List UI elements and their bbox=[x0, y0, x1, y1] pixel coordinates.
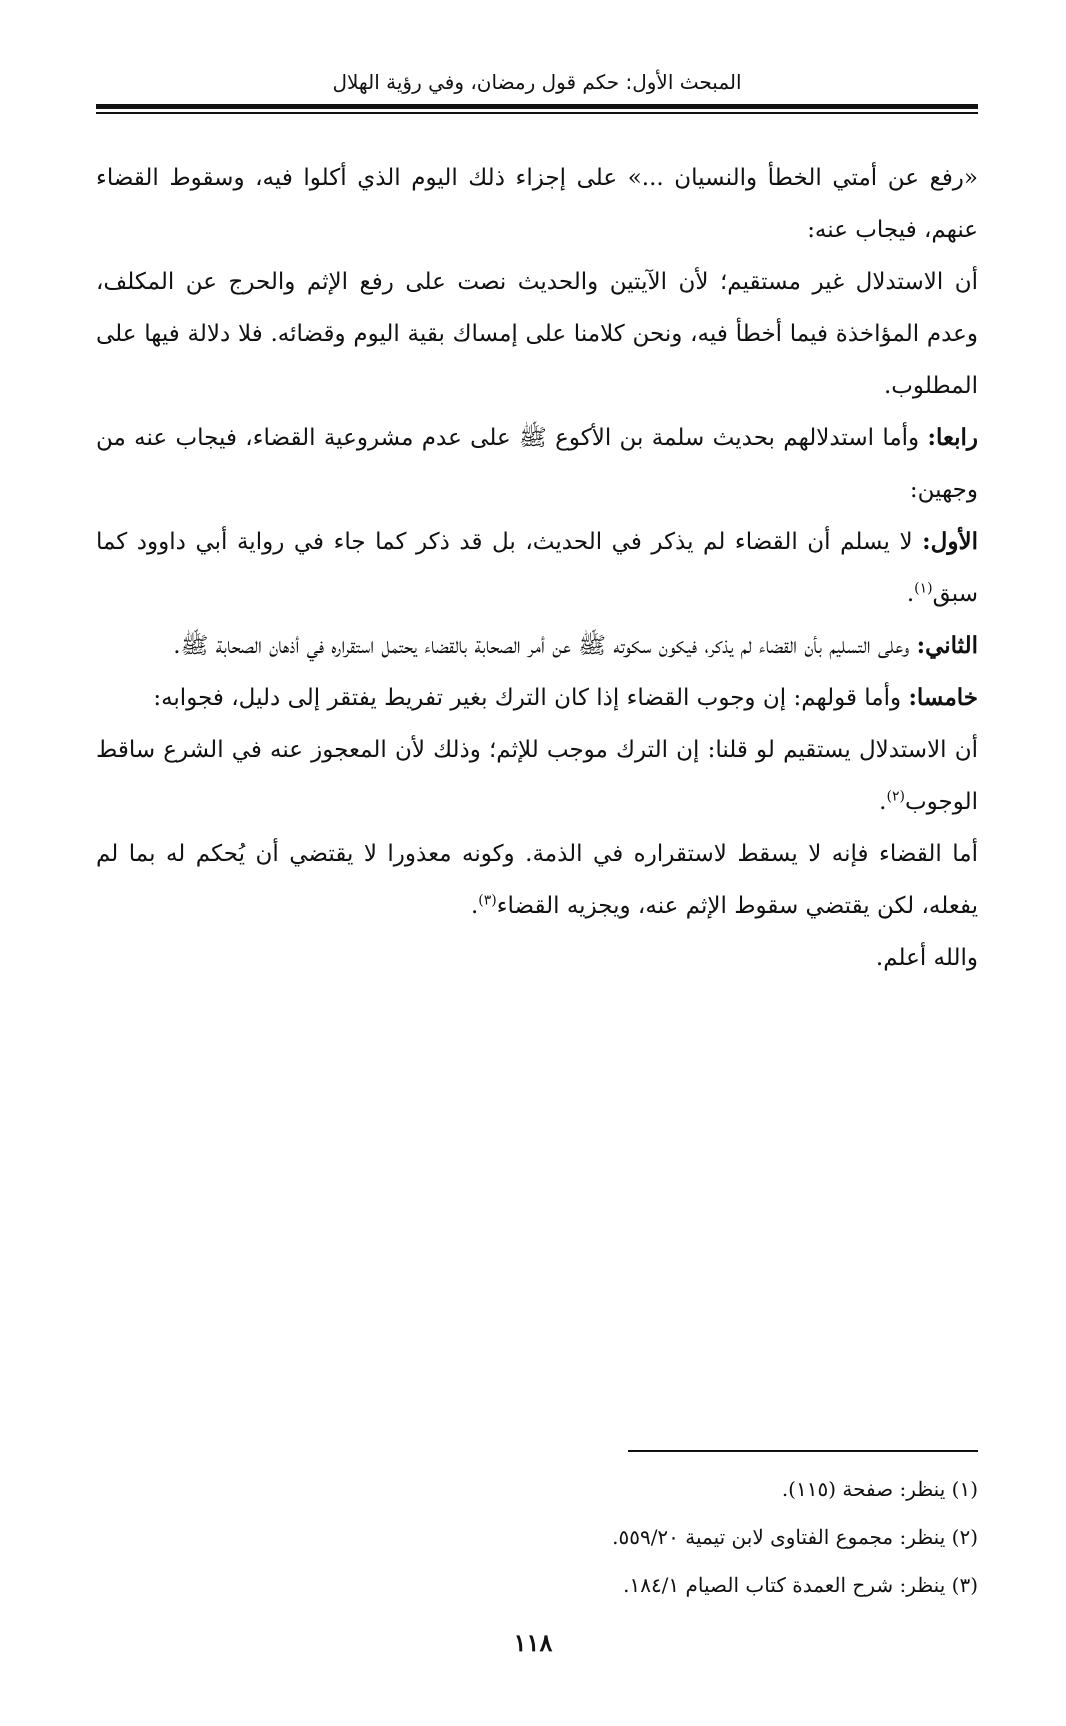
paragraph-7: أن الاستدلال يستقيم لو قلنا: إن الترك موجب للإثم؛ وذلك لأن المعجوز عنه في الشرع ساقط الوجوب$^{(٢)}$. bbox=[96, 737, 978, 815]
paragraph-4: الأول: لا يسلم أن القضاء لم يذكر في الحديث، بل قد ذكر كما جاء في رواية أبي داوود كما سبق$^{(١)}$. bbox=[96, 528, 978, 607]
footnotes bbox=[96, 1465, 978, 1609]
label-awwal: الأول: bbox=[922, 528, 978, 555]
paragraph-5-text: وعلى التسليم بأن القضاء لم يذكر، فيكون سكوته ﷺ عن أمر الصحابة بالقضاء يحتمل استقراره في أذهان الصحابة ﷺ. bbox=[173, 633, 917, 659]
running-title: المبحث الأول: حكم قول رمضان، وفي رؤية الهلال bbox=[332, 70, 742, 94]
paragraph-2: أن الاستدلال غير مستقيم؛ لأن الآيتين والحديث نصت على رفع الإثم والحرج عن المكلف، وعدم المؤاخذة فيما أخطأ فيه، ونحن كلامنا على إمساك بقية اليوم وقضائه. فلا دلالة فيها على المطلوب. bbox=[96, 269, 978, 399]
header-rule-thick bbox=[96, 104, 978, 109]
label-rabian: رابعا: bbox=[927, 424, 978, 451]
paragraph-8-text: أما القضاء فإنه لا يسقط لاستقراره في الذمة. وكونه معذورا لا يقتضي أن يُحكم له بما لم يفعله، لكن يقتضي سقوط الإثم عنه، ويجزيه القضاء bbox=[96, 841, 978, 919]
paragraph-6-text: وأما قولهم: إن وجوب القضاء إذا كان الترك بغير تفريط يفتقر إلى دليل، فجوابه: bbox=[153, 685, 909, 711]
footnote-separator bbox=[628, 1450, 978, 1452]
paragraph-8: أما القضاء فإنه لا يسقط لاستقراره في الذمة. وكونه معذورا لا يقتضي أن يُحكم له بما لم يفعله، لكن يقتضي سقوط الإثم عنه، ويجزيه القضاء$^{(٣)}$. bbox=[96, 841, 978, 919]
paragraph-9: والله أعلم. bbox=[875, 945, 978, 971]
footnote-ref-2: (٢) bbox=[886, 788, 905, 805]
page-number: ١١٨ bbox=[513, 1628, 553, 1657]
paragraph-7-text: أن الاستدلال يستقيم لو قلنا: إن الترك موجب للإثم؛ وذلك لأن المعجوز عنه في الشرع ساقط الوجوب bbox=[96, 737, 978, 815]
body-text bbox=[96, 152, 978, 984]
paragraph-4-text: لا يسلم أن القضاء لم يذكر في الحديث، بل قد ذكر كما جاء في رواية أبي داوود كما سبق bbox=[96, 529, 978, 607]
footnote-1: (١) ينظر: صفحة (١١٥). bbox=[781, 1477, 978, 1501]
label-khamisan: خامسا: bbox=[908, 684, 978, 711]
paragraph-5 bbox=[96, 620, 978, 672]
paragraph-6 bbox=[96, 672, 978, 724]
paragraph-1: «رفع عن أمتي الخطأ والنسيان ...» على إجزاء ذلك اليوم الذي أكلوا فيه، وسقوط القضاء عنهم، فيجاب عنه: bbox=[96, 165, 978, 243]
footnote-ref-1: (١) bbox=[914, 580, 933, 597]
header-rule-thin bbox=[96, 112, 978, 114]
label-thani: الثاني: bbox=[916, 632, 978, 659]
paragraph-3 bbox=[96, 412, 978, 516]
footnote-ref-3: (٣) bbox=[478, 892, 497, 909]
paragraph-3-text: وأما استدلالهم بحديث سلمة بن الأكوع ﷺ على عدم مشروعية القضاء، فيجاب عنه من وجهين: bbox=[96, 425, 978, 503]
footnote-3: (٣) ينظر: شرح العمدة كتاب الصيام ١٨٤/١. bbox=[623, 1573, 978, 1597]
footnote-2: (٢) ينظر: مجموع الفتاوى لابن تيمية ٥٥٩/٢٠. bbox=[612, 1525, 978, 1549]
